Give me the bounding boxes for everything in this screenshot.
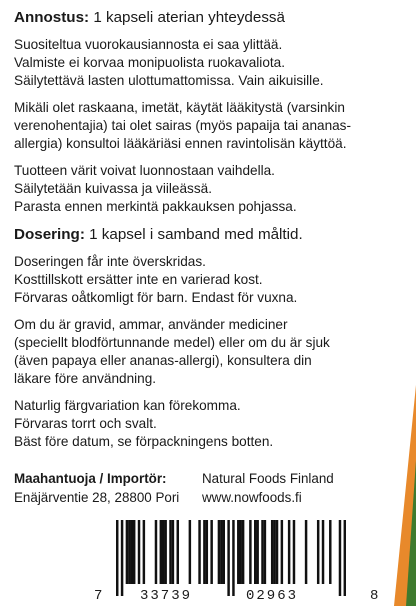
barcode-bar: [133, 520, 135, 584]
barcode-bar: [162, 520, 164, 584]
sv-line: Förvaras torrt och svalt.: [14, 416, 157, 431]
barcode-bar: [329, 520, 331, 584]
fi-block: [14, 36, 394, 90]
barcode-right-group: 02963: [246, 588, 299, 604]
barcode-bar: [273, 520, 275, 584]
sv-dosage-heading-label: Dosering:: [14, 226, 85, 243]
fi-line: Suositeltua vuorokausiannosta ei saa ylittää.: [14, 37, 283, 52]
barcode-bar: [249, 520, 251, 584]
fi-line: Säilytetään kuivassa ja viileässä.: [14, 181, 212, 196]
barcode-bar: [128, 520, 130, 584]
barcode-left-group: 33739: [140, 588, 193, 604]
fi-line: Parasta ennen merkintä pakkauksen pohjassa.: [14, 199, 297, 214]
barcode-bar: [177, 520, 179, 584]
importer-label: Maahantuoja / Importör:: [14, 471, 167, 486]
barcode-bar: [271, 520, 273, 584]
sv-block: [14, 397, 394, 451]
barcode-bars: [116, 520, 346, 596]
barcode-bar: [344, 520, 346, 596]
barcode-bar: [264, 520, 266, 584]
barcode-check-digit: 8: [370, 588, 379, 604]
barcode-bar: [254, 520, 256, 584]
sv-line: Doseringen får inte överskridas.: [14, 254, 206, 269]
barcode-bar: [138, 520, 140, 584]
barcode-bar: [339, 520, 341, 596]
barcode: [94, 520, 384, 606]
fi-block: [14, 162, 394, 216]
sv-dosage-heading: [14, 225, 394, 244]
barcode-bar: [131, 520, 133, 584]
barcode-lead-digit: 7: [94, 588, 103, 604]
importer-address: Enäjärventie 28, 28800 Pori: [14, 490, 180, 505]
fi-line: verenohentajia) tai olet sairas (myös papaija tai ananas-: [14, 118, 352, 133]
barcode-bar: [143, 520, 145, 584]
barcode-bar: [155, 520, 157, 584]
sv-dosage-heading-value: 1 kapsel i samband med måltid.: [84, 226, 303, 243]
barcode-bar: [239, 520, 241, 584]
sv-block: [14, 253, 394, 307]
barcode-bar: [164, 520, 166, 584]
barcode-bar: [281, 520, 283, 584]
importer-company: Natural Foods Finland: [202, 471, 334, 486]
barcode-bar: [198, 520, 200, 584]
barcode-bar: [276, 520, 278, 584]
barcode-bar: [242, 520, 244, 584]
fi-text-blocks: [14, 36, 394, 216]
barcode-bar: [256, 520, 258, 584]
fi-line: Mikäli olet raskaana, imetät, käytät lääkitystä (varsinkin: [14, 100, 345, 115]
sv-line: Förvaras oåtkomligt för barn. Endast för vuxna.: [14, 290, 298, 305]
barcode-bar: [116, 520, 118, 596]
barcode-bar: [189, 520, 191, 584]
barcode-bar: [232, 520, 234, 596]
sv-line: Om du är gravid, ammar, använder mediciner: [14, 317, 288, 332]
barcode-bar: [305, 520, 307, 584]
barcode-bar: [227, 520, 229, 596]
importer-info: [14, 469, 364, 507]
sv-line: Naturlig färgvariation kan förekomma.: [14, 398, 241, 413]
barcode-bar: [169, 520, 171, 584]
sv-line: (även papaya eller ananas-allergi), konsultera din: [14, 353, 312, 368]
fi-dosage-heading-value: 1 kapseli aterian yhteydessä: [89, 9, 285, 26]
fi-line: Tuotteen värit voivat luonnostaan vaihdella.: [14, 163, 275, 178]
package-edge-stripe: [376, 0, 416, 606]
importer-website: www.nowfoods.fi: [202, 490, 302, 505]
fi-dosage-heading: [14, 8, 394, 27]
barcode-bar: [218, 520, 220, 584]
sv-text-blocks: [14, 253, 394, 451]
barcode-bar: [220, 520, 222, 584]
barcode-bar: [317, 520, 319, 584]
barcode-bar: [322, 520, 324, 584]
sv-line: (speciellt blodförtunnande medel) eller om du är sjuk: [14, 335, 330, 350]
barcode-bar: [237, 520, 239, 584]
barcode-bar: [160, 520, 162, 584]
label-text: [14, 8, 394, 460]
fi-line: allergia) konsultoi lääkäriäsi ennen ravintolisän käyttöä.: [14, 136, 347, 151]
barcode-bar: [206, 520, 208, 584]
barcode-bar: [210, 520, 212, 584]
fi-dosage-heading-label: Annostus:: [14, 9, 90, 26]
barcode-bar: [261, 520, 263, 584]
sv-block: [14, 316, 394, 388]
barcode-bar: [293, 520, 295, 584]
fi-line: Valmiste ei korvaa monipuolista ruokavaliota.: [14, 55, 285, 70]
sv-line: Kosttillskott ersätter inte en varierad kost.: [14, 272, 263, 287]
fi-line: Säilytettävä lasten ulottumattomissa. Vain aikuisille.: [14, 73, 324, 88]
sv-line: Bäst före datum, se förpackningens botten.: [14, 434, 274, 449]
barcode-bar: [121, 520, 123, 596]
barcode-bar: [126, 520, 128, 584]
barcode-bar: [223, 520, 225, 584]
sv-line: läkare före användning.: [14, 371, 157, 386]
barcode-bar: [172, 520, 174, 584]
barcode-bar: [203, 520, 205, 584]
barcode-bar: [288, 520, 290, 584]
fi-block: [14, 99, 394, 153]
